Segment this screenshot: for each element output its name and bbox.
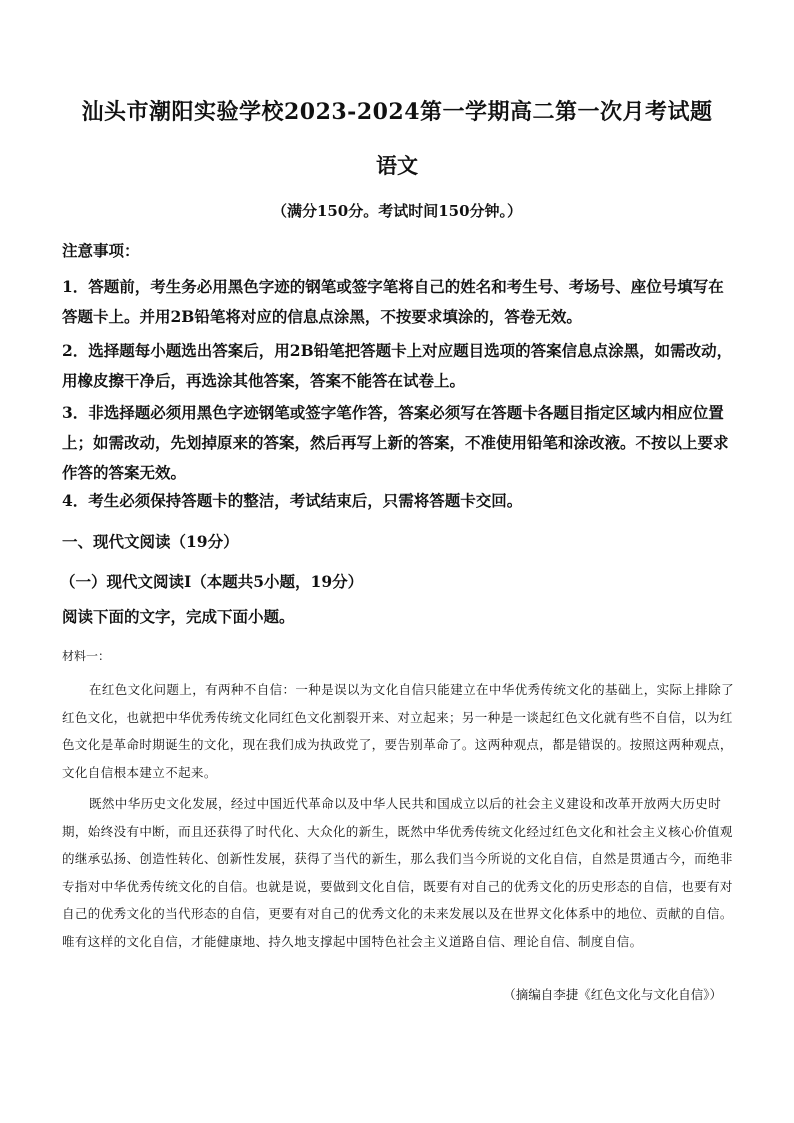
notice-item-4: 4．考生必须保持答题卡的整洁，考试结束后，只需将答题卡交回。 [62,491,523,510]
score-note: （满分150分。考试时间150分钟。） [271,202,523,220]
exam-title: 汕头市潮阳实验学校2023-2024第一学期高二第一次月考试题 [81,99,713,125]
section-title: 一、现代文阅读（19分） [62,532,239,551]
notice-item-3: 3．非选择题必须用黑色字迹钢笔或签字笔作答，答案必须写在答题卡各题目指定区域内相应位置上；如需改动，先划掉原来的答案，然后再写上新的答案，不准使用铅笔和涂改液。不按以上要求作答的答案无效。 [62,403,729,482]
material-label: 材料一： [62,649,111,663]
material-source: （摘编自李捷《红色文化与文化自信》） [503,987,722,1002]
notice-heading: 注意事项： [62,241,140,260]
material-paragraph-2: 既然中华历史文化发展，经过中国近代革命以及中华人民共和国成立以后的社会主义建设和改革开放两大历史时期，始终没有中断，而且还获得了时代化、大众化的新生，既然中华优秀传统文化经过红色文化和社会主义核心价值观的继承弘扬、创造性转化、创新性发展，获得了当代的新生，那么我们当今所说的文化自信，自然是贯通古今，而绝非专指对中华优秀传统文化的自信。也就是说，要做到文化自信，既要有对自己的优秀文化的历史形态的自信，也要有对自己的优秀文化的当代形态的自信，更要有对自己的优秀文化的未来发展以及在世界文化体系中的地位、贡献的自信。唯有这样的文化自信，才能健康地、持久地支撑起中国特色社会主义道路自信、理论自信、制度自信。 [62,796,733,949]
subject-title: 语文 [376,153,418,178]
reading-instruction: 阅读下面的文字，完成下面小题。 [62,607,295,626]
subsection-title: （一）现代文阅读Ⅰ（本题共5小题，19分） [60,572,364,591]
notice-item-2: 2．选择题每小题选出答案后，用2B铅笔把答题卡上对应题目选项的答案信息点涂黑，如需改动，用橡皮擦干净后，再选涂其他答案，答案不能答在试卷上。 [62,341,733,390]
material-paragraph-1: 在红色文化问题上，有两种不自信：一种是误以为文化自信只能建立在中华优秀传统文化的基础上，实际上排除了红色文化，也就把中华优秀传统文化同红色文化割裂开来、对立起来；另一种是一谈起红色文化就有些不自信，以为红色文化是革命时期诞生的文化，现在我们成为执政党了，要告别革命了。这两种观点，都是错误的。按照这两种观点，文化自信根本建立不起来。 [62,682,735,780]
notice-item-1: 1．答题前，考生务必用黑色字迹的钢笔或签字笔将自己的姓名和考生号、考场号、座位号填写在答题卡上。并用2B铅笔将对应的信息点涂黑，不按要求填涂的，答卷无效。 [62,277,724,326]
